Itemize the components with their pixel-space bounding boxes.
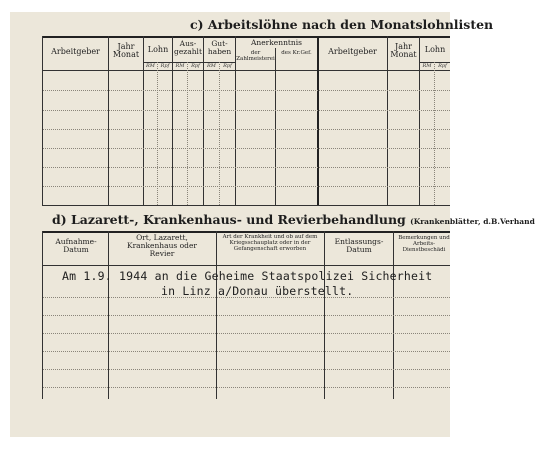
section-c-bottom-rule — [42, 205, 450, 206]
entry-line — [43, 351, 450, 352]
rm-rpf-divider — [187, 62, 188, 205]
col-divider — [387, 36, 388, 205]
col-jahr-monat-2: Jahr Monat — [390, 42, 417, 60]
col-guthaben: Gut- haben — [207, 39, 232, 56]
entry-line — [43, 186, 450, 187]
unit-rpf: Rpf — [191, 63, 200, 69]
col-aufnahme-datum: Aufnahme- Datum — [55, 237, 97, 254]
unit-rpf: Rpf — [438, 63, 447, 69]
rm-rpf-divider — [219, 62, 220, 205]
entry-line — [43, 167, 450, 168]
section-d-title-main: d) Lazarett-, Krankenhaus- und Revierbehandlung — [52, 212, 406, 227]
section-d-top-rule — [42, 231, 450, 233]
col-arbeitgeber: Arbeitgeber — [51, 47, 100, 56]
typed-entry-line-1: Am 1.9. 1944 an die Geheime Staatspolizei Sicherheit — [62, 269, 433, 283]
entry-line — [43, 110, 450, 111]
entry-line — [43, 90, 450, 91]
col-divider — [172, 36, 173, 205]
section-c-top-rule — [42, 36, 450, 38]
col-lohn: Lohn — [147, 45, 169, 54]
section-c-middle-divider — [317, 36, 319, 205]
unit-rm: RM — [146, 63, 155, 69]
col-jahr-monat: Jahr Monat — [112, 42, 140, 60]
typed-entry-line-2: in Linz a/Donau überstellt. — [161, 284, 354, 298]
col-arbeitgeber-2: Arbeitgeber — [328, 47, 377, 56]
unit-rpf: Rpf — [160, 63, 170, 69]
entry-line — [43, 333, 450, 334]
col-divider — [143, 36, 144, 205]
col-bemerkungen: Bemerkungen und Arbeits- Dienstbeschädi — [398, 235, 450, 253]
col-anerkenntnis-der: der Zahlmeisterei — [236, 50, 275, 62]
record-card — [10, 12, 535, 437]
col-ausgezahlt: Aus- gezahlt — [174, 39, 202, 56]
entry-line — [43, 315, 450, 316]
col-anerkenntnis-des: des Kr.Gef. — [281, 50, 312, 56]
entry-line — [43, 148, 450, 149]
col-divider — [108, 36, 109, 205]
section-c-title: c) Arbeitslöhne nach den Monatslohnlisten — [190, 17, 494, 32]
entry-line — [43, 369, 450, 370]
col-divider — [275, 48, 276, 205]
section-c-left-border — [42, 36, 43, 205]
unit-rm: RM — [175, 63, 185, 69]
rm-rpf-divider — [157, 62, 158, 205]
unit-rm: RM — [207, 63, 216, 69]
col-ort-lazarett: Ort, Lazarett, Krankenhaus oder Revier — [126, 233, 197, 258]
section-c-header-rule — [42, 70, 450, 71]
col-divider — [203, 36, 204, 205]
col-art-der-krankheit: Art der Krankheit und ob auf dem Kriegsschauplatz oder in der Gefangenschaft erworben — [222, 234, 318, 252]
col-divider — [419, 36, 420, 205]
col-entlassungs-datum: Entlassungs- Datum — [334, 237, 384, 254]
unit-rpf: Rpf — [223, 63, 232, 69]
entry-line — [43, 129, 450, 130]
col-lohn-2: Lohn — [424, 45, 446, 54]
section-d-title-note: (Krankenblätter, d.B.Verhand — [410, 217, 535, 226]
col-anerkenntnis: Anerkenntnis — [250, 38, 302, 47]
rm-rpf-divider — [434, 62, 435, 205]
section-d-header-rule — [42, 265, 450, 266]
unit-rm: RM — [422, 63, 432, 69]
entry-line — [43, 387, 450, 388]
section-d-title — [52, 212, 535, 227]
